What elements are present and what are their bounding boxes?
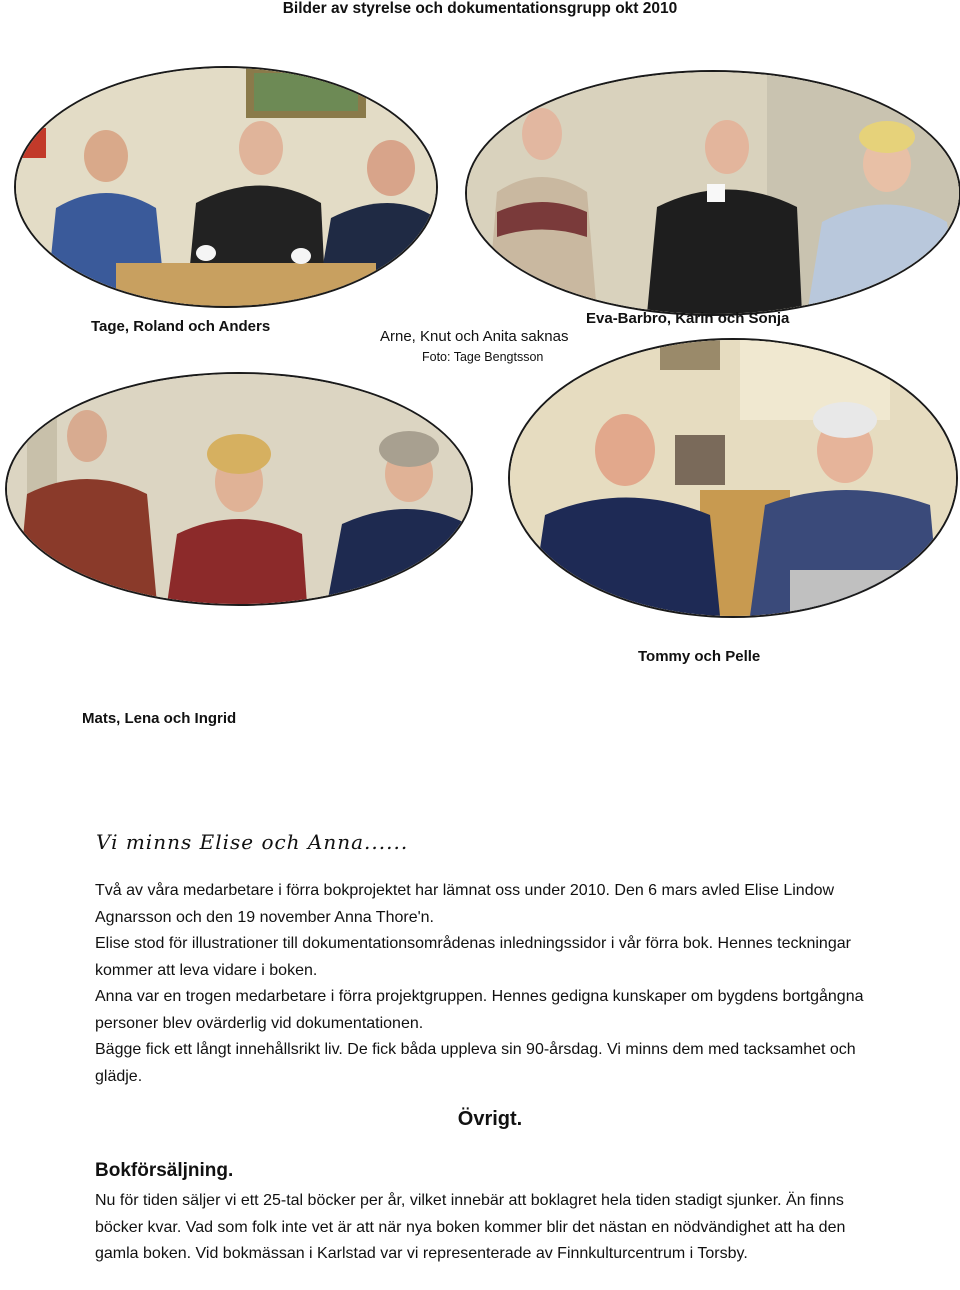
- section-subheading-bokforsaljning: Bokförsäljning.: [95, 1160, 234, 1181]
- memorial-line-3: Anna var en trogen medarbetare i förra projektgruppen. Hennes gedigna kunskaper om bygdens bortgångna personer blev ovärderlig vid dokumentationen.: [95, 988, 864, 1032]
- memorial-heading: Vi minns Elise och Anna......: [96, 830, 409, 854]
- page-title: Bilder av styrelse och dokumentationsgrupp okt 2010: [282, 0, 678, 17]
- caption-photo3: Mats, Lena och Ingrid: [82, 710, 237, 727]
- memorial-line-4: Bägge fick ett långt innehållsrikt liv. De fick båda uppleva sin 90-årsdag. Vi minns dem med tacksamhet och glädje.: [95, 1041, 856, 1085]
- photo-mats-lena-ingrid: [5, 372, 473, 606]
- photo-eva-barbro-karin-sonja: [465, 70, 960, 316]
- caption-missing: Arne, Knut och Anita saknas: [380, 328, 569, 345]
- photo-tage-roland-anders: [14, 66, 438, 308]
- memorial-text: [95, 878, 885, 1090]
- photo-tommy-pelle: [508, 338, 958, 618]
- memorial-line-1: Två av våra medarbetare i förra bokprojektet har lämnat oss under 2010. Den 6 mars avled Elise Lindow Agnarsson och den 19 november Anna Thore'n.: [95, 882, 835, 926]
- memorial-line-2: Elise stod för illustrationer till dokumentationsområdenas inledningssidor i vår förra bok. Hennes teckningar kommer att leva vidare i boken.: [95, 935, 851, 979]
- caption-photo2: Eva-Barbro, Karin och Sonja: [586, 310, 790, 327]
- bokforsaljning-text: [95, 1188, 885, 1268]
- photo-credit: Foto: Tage Bengtsson: [422, 350, 544, 364]
- bokforsaljning-paragraph: Nu för tiden säljer vi ett 25-tal böcker per år, vilket innebär att boklagret hela tiden stadigt sjunker. Än finns böcker kvar. Vad som folk inte vet är att när nya boken kommer blir det nästan en nödvändighet att ha den gamla boken. Vid bokmässan i Karlstad var vi representerade av Finnkulturcentrum i Torsby.: [95, 1192, 846, 1262]
- caption-photo4: Tommy och Pelle: [638, 648, 761, 665]
- section-heading-ovrigt: Övrigt.: [457, 1108, 523, 1130]
- caption-photo1: Tage, Roland och Anders: [91, 318, 271, 335]
